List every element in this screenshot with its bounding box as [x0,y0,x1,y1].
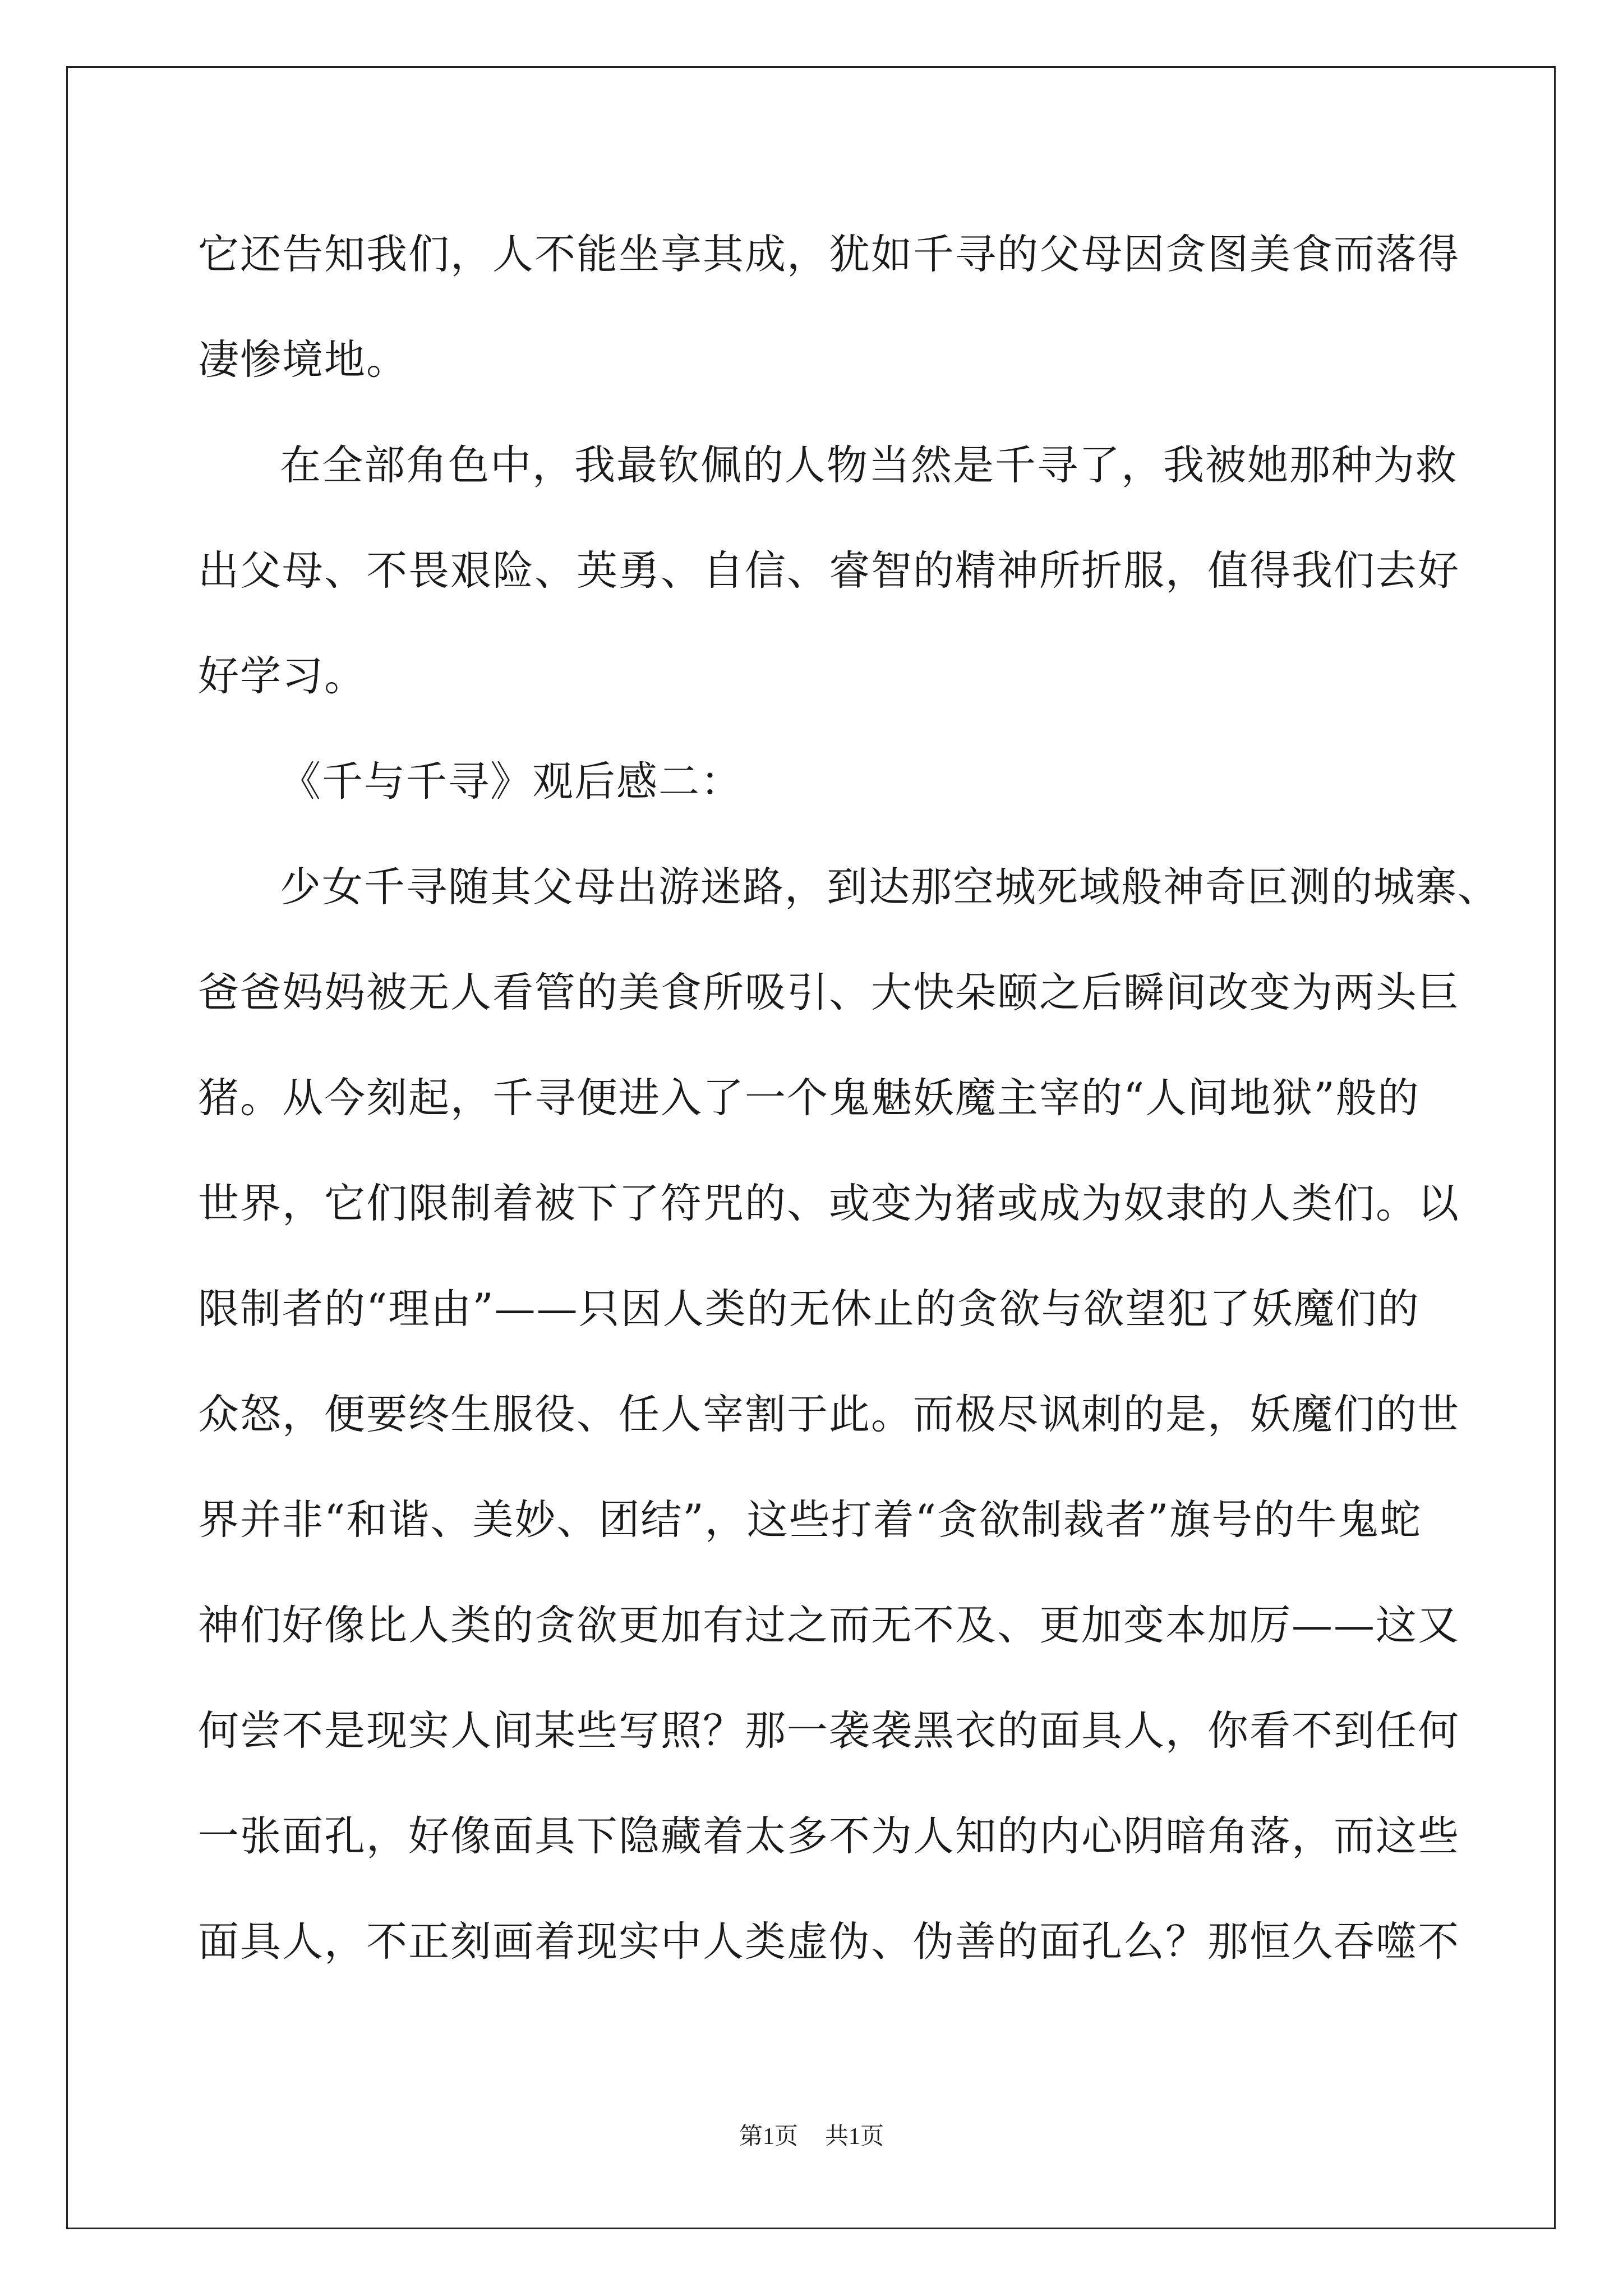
text-line: 世界，它们限制着被下了符咒的、或变为猪或成为奴隶的人类们。以 [198,1180,1460,1227]
text-line: 好学习。 [198,652,366,700]
document-body [198,202,1500,1995]
text-line: 限制者的“理由”——只因人类的无休止的贪欲与欲望犯了妖魔们的 [198,1285,1420,1333]
text-line: 猪。从今刻起，千寻便进入了一个鬼魅妖魔主宰的“人间地狱”般的 [198,1074,1420,1122]
text-line: 爸爸妈妈被无人看管的美食所吸引、大快朵颐之后瞬间改变为两头巨 [198,969,1460,1016]
text-line: 众怒，便要终生服役、任人宰割于此。而极尽讽刺的是，妖魔们的世 [198,1391,1460,1438]
section-heading: 《千与千寻》观后感二： [280,758,743,806]
page-total: 共1页 [825,2124,884,2150]
text-line: 出父母、不畏艰险、英勇、自信、睿智的精神所折服，值得我们去好 [198,547,1460,595]
page-number: 第1页 [739,2124,798,2150]
paragraph-start: 在全部角色中，我最钦佩的人物当然是千寻了，我被她那种为救 [280,441,1458,489]
text-line: 神们好像比人类的贪欲更加有过之而无不及、更加变本加厉——这又 [198,1602,1460,1649]
page-footer [0,2118,1623,2151]
text-line: 面具人，不正刻画着现实中人类虚伪、伪善的面孔么？那恒久吞噬不 [198,1918,1460,1966]
text-line: 凄惨境地。 [198,336,408,384]
text-line: 一张面孔，好像面具下隐藏着太多不为人知的内心阴暗角落，而这些 [198,1812,1460,1860]
text-line: 何尝不是现实人间某些写照？那一袭袭黑衣的面具人，你看不到任何 [198,1707,1460,1755]
text-line: 它还告知我们，人不能坐享其成，犹如千寻的父母因贪图美食而落得 [198,231,1460,278]
text-line: 界并非“和谐、美妙、团结”，这些打着“贪欲制裁者”旗号的牛鬼蛇 [198,1496,1422,1544]
paragraph-start: 少女千寻随其父母出游迷路，到达那空城死域般神奇叵测的城寨、 [280,863,1500,911]
